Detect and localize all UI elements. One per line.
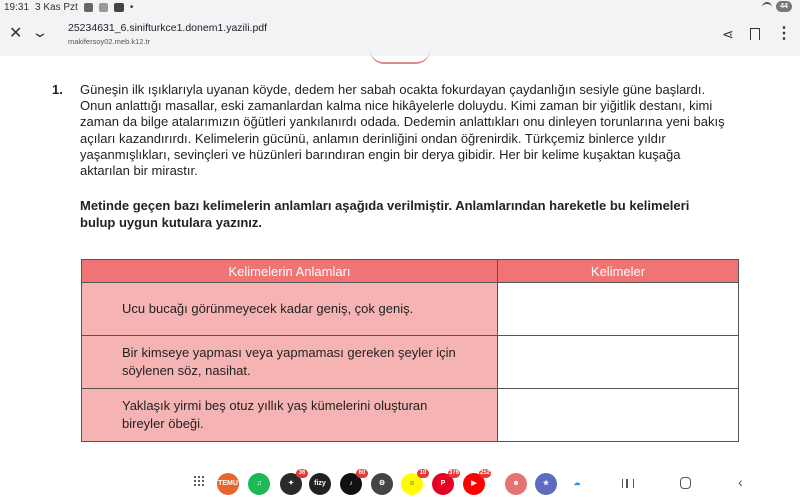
meanings-column-header: Kelimelerin Anlamları — [82, 260, 498, 283]
app-label: ☺ — [408, 480, 416, 487]
app-icon-yemeksepeti[interactable] — [217, 473, 239, 495]
reading-passage: Güneşin ilk ışıklarıyla uyanan köyde, dedem her sabah ocakta fokurdayan çaydanlığın sesiyle güne başlardı. Onun anlattığı masallar, eski zamanlardan kalma nice hikâyelerle doluydu. Kimi zaman bir yiğitlik destanı, kimi zaman da bilge atalarımızın öğütleri yankılanırdı odada. Dedemin anlattıkları onu dinleyen torunlarına yeni bakış açıları kazandırırdı. Kelimelerin gücünü, anlamın derinliğini ondan öğrenirdik. Türkçemiz binlerce yıldır yaşanmışlıkları, sevinçleri ve hüzünleri barındıran engin bir derya gibidir. Her bir kelime kuşaktan kuşağa aktarılan bir mirastır. — [80, 82, 725, 179]
app-icon-fizy[interactable] — [309, 473, 331, 495]
app-label: ☁ — [573, 480, 581, 487]
school-logo-fragment — [370, 50, 430, 64]
chevron-down-icon[interactable]: ⌄ — [31, 24, 49, 40]
app-icon-spotify[interactable] — [248, 473, 270, 495]
back-button[interactable]: ‹ — [738, 474, 743, 490]
file-name: 25234631_6.sinifturkce1.donem1.yazili.pdf — [68, 22, 268, 34]
recent-apps-button[interactable] — [622, 479, 634, 488]
more-notifications-icon: • — [129, 2, 134, 13]
answer-box[interactable] — [498, 336, 739, 389]
pdf-page — [0, 56, 800, 466]
notification-badge: 36 — [296, 469, 308, 478]
close-icon[interactable]: ✕ — [9, 25, 23, 42]
youtube-notification-icon — [114, 3, 124, 12]
file-source: makifersoy02.meb.k12.tr — [68, 37, 151, 46]
words-column-header: Kelimeler — [498, 260, 739, 283]
battery-icon: 44 — [776, 1, 792, 12]
app-label: ✦ — [288, 480, 294, 487]
meaning-cell: Yaklaşık yirmi beş otuz yıllık yaş kümelerini oluşturan bireyler öbeği. — [82, 389, 498, 442]
app-label: ♫ — [256, 480, 262, 487]
table-row — [82, 389, 739, 442]
bookmark-icon[interactable] — [750, 28, 760, 40]
more-options-icon[interactable]: ⋮ — [776, 25, 792, 42]
wifi-icon — [762, 2, 772, 12]
status-time: 19:31 — [4, 2, 30, 13]
home-button[interactable] — [680, 477, 691, 489]
status-bar — [0, 0, 800, 16]
answer-box[interactable] — [498, 283, 739, 336]
app-icon-game2[interactable] — [535, 473, 557, 495]
notification-badge: 10 — [417, 469, 429, 478]
app-label: ▶ — [471, 480, 477, 487]
answer-box[interactable] — [498, 389, 739, 442]
app-icon-cloud[interactable] — [566, 473, 588, 495]
app-drawer-icon[interactable] — [193, 475, 205, 487]
app-label: ☻ — [512, 480, 520, 487]
notification-badge: 60 — [356, 469, 368, 478]
status-date: 3 Kas Pzt — [35, 2, 78, 13]
app-label: TEMU — [218, 480, 238, 487]
app-label: ★ — [542, 480, 550, 487]
notification-badge: 376 — [448, 470, 459, 476]
share-icon[interactable]: ⋖ — [722, 26, 734, 42]
app-icon-youtube[interactable] — [463, 470, 490, 495]
table-row — [82, 336, 739, 389]
app-label: fizy — [314, 480, 326, 487]
gallery-notification-icon — [84, 3, 93, 12]
question-instruction: Metinde geçen bazı kelimelerin anlamları aşağıda verilmiştir. Anlamlarından hareketle bu kelimeleri bulup uygun kutulara yazınız. — [80, 198, 690, 230]
app-label: P — [440, 480, 446, 487]
word-meaning-table — [81, 259, 739, 442]
app-icon-tiktok[interactable] — [340, 470, 366, 495]
app-icon-settings[interactable] — [371, 473, 393, 495]
app-label: ⚙ — [378, 480, 386, 487]
meaning-cell: Ucu bucağı görünmeyecek kadar geniş, çok geniş. — [82, 283, 498, 336]
notification-badge: 252 — [479, 470, 490, 476]
question-number: 1. — [52, 82, 63, 97]
app-icon-game[interactable] — [280, 470, 306, 495]
app-icon-snapchat[interactable] — [401, 470, 427, 495]
table-row — [82, 283, 739, 336]
app-icon-avatar[interactable] — [505, 473, 527, 495]
meaning-cell: Bir kimseye yapması veya yapmaması gereken şeyler için söylenen söz, nasihat. — [82, 336, 498, 389]
taskbar — [0, 466, 800, 500]
app-notification-icon — [99, 3, 108, 12]
app-label: ♪ — [349, 480, 353, 487]
app-icon-pinterest[interactable] — [432, 470, 459, 495]
